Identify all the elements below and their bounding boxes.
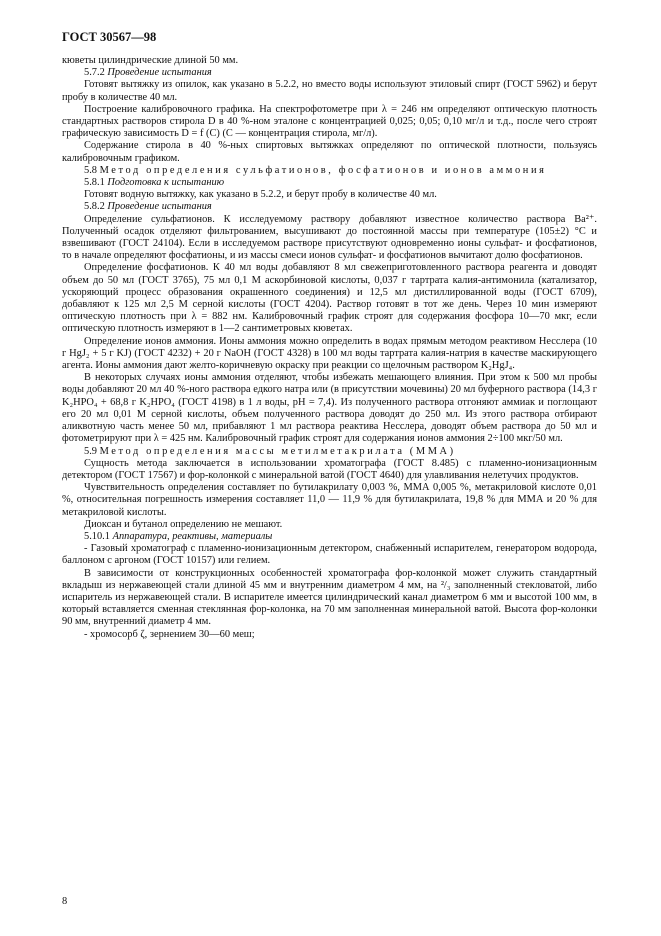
paragraph: В некоторых случаях ионы аммония отделяют, чтобы избежать мешающего влияния. При этом к 500 мл пробы воды добавляют 20 мл 40 %-ного раствора едкого натра или (в присутствии мочевины) 20 мл буферного раствора (14,3 г K₂HPO₄ + 68,8 г K₂HPO₄ (ГОСТ 4198) в 1 л воды, pH = 7,4). Из полученного раствора отгоняют аммиак и поглощают его 20 мл 0,01 М серной кислоты, объем полученного раствора доводят до 250 мл. Из этого раствора отбирают аликвотную часть менее 50 мл, прибавляют 1 мл раствора реактива Несслера, доводят объем раствора до 50 мл и фотометрируют при λ = 425 нм. Калибровочный график строят для содержания ионов аммония 2÷100 мкг/50 мл. — [62, 372, 597, 445]
document-page — [62, 30, 597, 641]
section-heading: 5.8 Метод определения сульфатионов, фосфатионов и ионов аммония — [84, 164, 547, 176]
list-item: - Газовый хроматограф с пламенно-ионизационным детектором, снабженный испарителем, генератором водорода, баллоном с аргоном (ГОСТ 10157) или гелием. — [62, 543, 597, 567]
paragraph: Чувствительность определения составляет по бутилакрилату 0,003 %, ММА 0,005 %, метакриловой кислоте 0,01 %, относительная погрешность измерения составляет 11,0 — 11,9 % для бутилакрилата, 19,8 % для ММА и 20 % для метакриловой кислоты. — [62, 482, 597, 518]
page-number: 8 — [62, 896, 68, 907]
paragraph: Сущность метода заключается в использовании хроматографа (ГОСТ 8.485) с пламенно-ионизационным детектором (ГОСТ 17567) и фор-колонкой с минеральной ватой (ГОСТ 4640) для улавливания нелетучих продуктов. — [62, 457, 597, 481]
paragraph: В зависимости от конструкционных особенностей хроматографа фор-колонкой может служить стандартный вкладыш из нержавеющей стали длиной 45 мм и внутренним диаметром 4 мм, на ²/₃ заполненный стекловатой, либо испаритель из нержавеющей стали. В испарителе имеется цилиндрический канал диаметром 6 мм и высотой 100 мм, в который вставляется сменная стеклянная фор-колонка, на 70 мм заполненная минеральной ватой. Высота фор-колонки 90 мм, внутренний диаметр 4 мм. — [62, 567, 597, 628]
paragraph: Готовят вытяжку из опилок, как указано в 5.2.2, но вместо воды используют этиловый спирт (ГОСТ 5962) и берут пробу в количестве 40 мл. — [62, 79, 597, 103]
paragraph: Определение фосфатионов. К 40 мл воды добавляют 8 мл свежеприготовленного раствора реагента и доводят объем до 50 мл (ГОСТ 3765), 75 мл 0,1 М аскорбиновой кислоты, 0,037 г тартрата калия-антимонила (катализатор, ускоряющий процесс образования окрашенного соединения) и 12,5 мл дистиллированной воды (ГОСТ 6709), добавляют к 125 мл 2,5 М серной кислоты (ГОСТ 4204). Раствор готовят в тот же день. Через 10 мин измеряют оптическую плотность при λ = 882 нм. Калибровочный график строят для содержания фосфора 10—70 мкг, если оптическую плотность измеряют в 1—2 сантиметровых кюветах. — [62, 262, 597, 335]
paragraph: Определение сульфатионов. К исследуемому раствору добавляют известное количество раствора Ba²⁺. Полученный осадок отделяют фильтрованием, высушивают до постоянной массы при температуре (105±2) °С и взвешивают (ГОСТ 24104). Если в исследуемом растворе присутствуют одновременно ионы сульфат- и фосфатионов, то в начале определяют фосфатионы, и из массы смеси ионов сульфат- и фосфатионов вычитают долю фосфатионов. — [62, 213, 597, 262]
paragraph: Диоксан и бутанол определению не мешают. — [84, 518, 283, 530]
section-heading: 5.7.2 Проведение испытания — [84, 67, 212, 79]
paragraph: Готовят водную вытяжку, как указано в 5.2.2, и берут пробу в количестве 40 мл. — [84, 189, 437, 201]
section-heading: 5.8.1 Подготовка к испытанию — [84, 177, 225, 189]
paragraph: Построение калибровочного графика. На спектрофотометре при λ = 246 нм определяют оптическую плотность стандартных растворов стирола D в 40 %-ном эталоне с концентрацией 0,025; 0,05; 0,10 мг/л и т.д., после чего строят графическую зависимость D = f (C) (C — концентрация стирола, мг/л). — [62, 103, 597, 140]
section-heading: 5.9 Метод определения массы метилметакрилата (ММА) — [84, 445, 456, 457]
section-heading: 5.8.2 Проведение испытания — [84, 201, 212, 213]
paragraph: Определение ионов аммония. Ионы аммония можно определить в водах прямым методом реактивом Несслера (10 г HgJ₂ + 5 г KJ) (ГОСТ 4232) + 20 г NaOH (ГОСТ 4328) в 100 мл воды тартрата калия-натрия в качестве маскирующего агента. Ионы аммония дают желто-коричневую окраску при реакции со щелочным раствором K₂HgJ₄. — [62, 335, 597, 372]
page-header: ГОСТ 30567—98 — [62, 30, 157, 44]
paragraph: кюветы цилиндрические длиной 50 мм. — [62, 55, 239, 66]
paragraph: Содержание стирола в 40 %-ных спиртовых вытяжках определяют по оптической плотности, пользуясь калибровочным графиком. — [62, 140, 597, 164]
list-item: - хромосорб ζ, зернением 30—60 меш; — [84, 628, 255, 640]
section-heading: 5.10.1 Аппаратура, реактивы, материалы — [84, 530, 273, 542]
